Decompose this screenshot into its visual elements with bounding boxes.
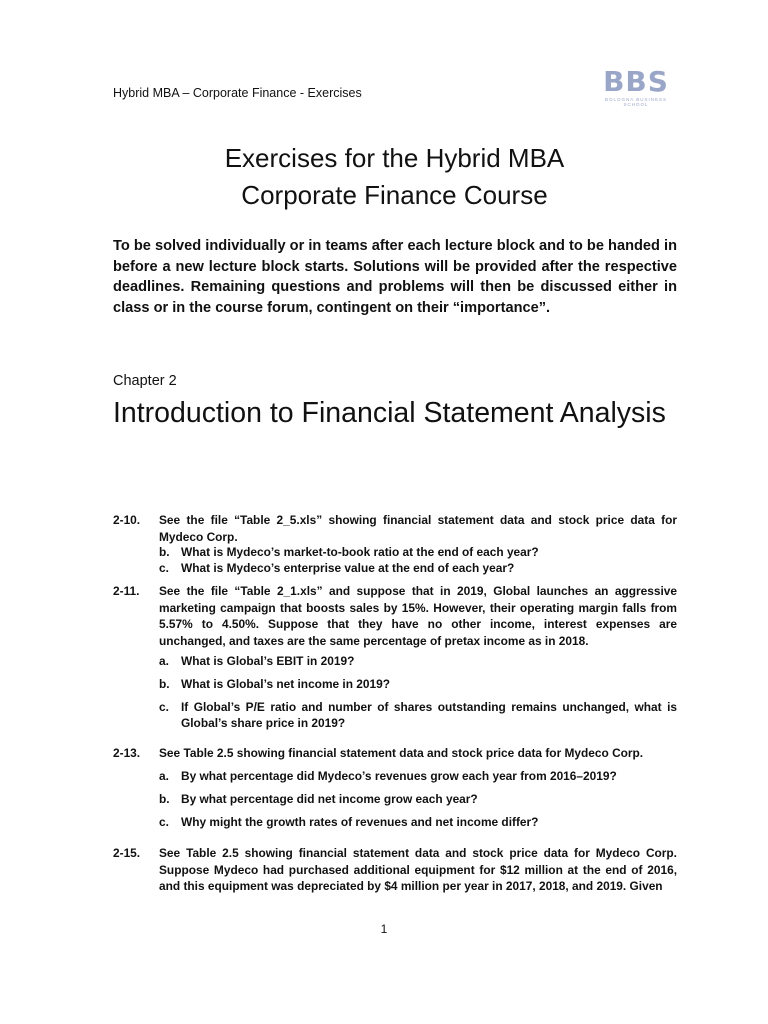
item-text: What is Mydeco’s market-to-book ratio at the end of each year? (181, 545, 539, 559)
item-label: b. (159, 792, 170, 806)
title-line-1: Exercises for the Hybrid MBA (224, 143, 565, 173)
item-text: What is Global’s EBIT in 2019? (181, 654, 355, 668)
exercise-item (159, 544, 677, 560)
exercise-item (159, 699, 677, 731)
item-label: c. (159, 815, 169, 829)
item-text: If Global’s P/E ratio and number of shares outstanding remains unchanged, what is Global’s share price in 2019? (181, 700, 677, 730)
exercise-item (159, 676, 677, 692)
item-label: c. (159, 700, 169, 714)
exercise-item (159, 791, 677, 807)
item-text: By what percentage did Mydeco’s revenues grow each year from 2016–2019? (181, 769, 617, 783)
exercise-item (159, 768, 677, 784)
chapter-label: Chapter 2 (113, 373, 177, 389)
item-text: By what percentage did net income grow each year? (181, 792, 478, 806)
bbs-logo (596, 65, 676, 107)
chapter-title: Introduction to Financial Statement Analysis (113, 397, 666, 429)
document-title (113, 140, 676, 214)
exercise-2-15 (113, 845, 677, 895)
title-line-2: Corporate Finance Course (241, 180, 548, 210)
exercise-item (159, 560, 677, 576)
exercise-number: 2-13. (113, 746, 141, 760)
exercise-text: See the file “Table 2_1.xls” and suppose that in 2019, Global launches an aggressive marketing campaign that boosts sales by 15%. However, their operating margin falls from 5.57% to 4.50%. Suppose that they have no other income, interest expenses are unchanged, and taxes are the same percentage of pretax income as in 2018. (159, 584, 677, 648)
exercise-number: 2-11. (113, 584, 140, 598)
exercise-2-13 (113, 745, 677, 762)
item-label: a. (159, 769, 169, 783)
item-label: c. (159, 561, 169, 575)
page-number: 1 (380, 922, 388, 936)
running-header: Hybrid MBA – Corporate Finance - Exercises (113, 86, 362, 100)
item-label: b. (159, 677, 170, 691)
exercise-2-11 (113, 583, 677, 649)
exercise-text: See Table 2.5 showing financial statement data and stock price data for Mydeco Corp. Suppose Mydeco had purchased additional equipment for $12 million at the end of 2016, and this equipment was depreciated by $4 million per year in 2017, 2018, and 2019. Given (159, 846, 677, 893)
item-text: Why might the growth rates of revenues and net income differ? (181, 815, 539, 829)
logo-subtext: BOLOGNA BUSINESS SCHOOL (604, 97, 667, 107)
exercise-item (159, 653, 677, 669)
exercise-number: 2-10. (113, 513, 141, 527)
exercise-number: 2-15. (113, 846, 141, 860)
exercise-text: See Table 2.5 showing financial statement data and stock price data for Mydeco Corp. (159, 746, 644, 760)
item-text: What is Global’s net income in 2019? (181, 677, 391, 691)
item-label: a. (159, 654, 169, 668)
item-label: b. (159, 545, 170, 559)
logo-letters: BBS (603, 65, 669, 98)
exercise-text: See the file “Table 2_5.xls” showing financial statement data and stock price data for Mydeco Corp. (159, 513, 677, 544)
intro-paragraph: To be solved individually or in teams after each lecture block and to be handed in before a new lecture block starts. Solutions will be provided after the respective deadlines. Remaining questions and problems will then be discussed either in class or in the course forum, contingent on their “importance”. (113, 238, 677, 316)
exercise-2-10 (113, 512, 677, 545)
item-text: What is Mydeco’s enterprise value at the end of each year? (181, 561, 515, 575)
exercise-item (159, 814, 677, 830)
